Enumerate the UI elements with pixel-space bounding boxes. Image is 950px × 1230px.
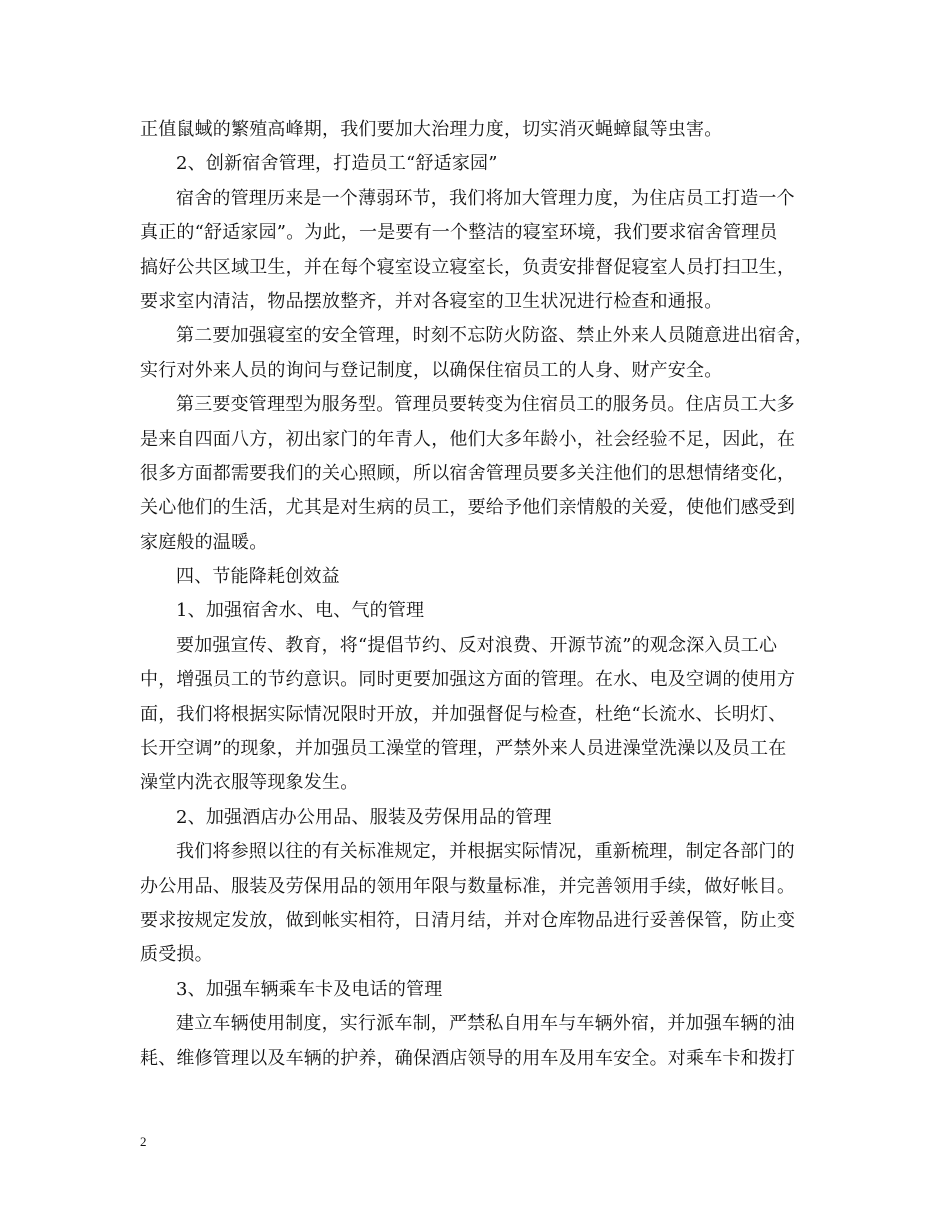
document-body: [140, 113, 820, 1076]
text-line: 3、加强车辆乘车卡及电话的管理: [176, 978, 443, 1000]
text-line: 澡堂内洗衣服等现象发生。: [140, 772, 359, 794]
text-line: 长开空调”的现象，并加强员工澡堂的管理，严禁外来人员进澡堂洗澡以及员工在: [140, 738, 787, 760]
text-line: 关心他们的生活，尤其是对生病的员工，要给予他们亲情般的关爱，使他们感受到: [140, 497, 796, 519]
text-line: 正值鼠蜮的繁殖高峰期，我们要加大治理力度，切实消灭蝇蟑鼠等虫害。: [140, 119, 723, 140]
text-line: 办公用品、服装及劳保用品的领用年限与数量标准，并完善领用手续，做好帐目。: [140, 875, 796, 897]
text-line: 面，我们将根据实际情况限时开放，并加强督促与检查，杜绝“长流水、长明灯、: [140, 703, 787, 725]
text-line: 2、创新宿舍管理，打造员工“舒适家园”: [176, 153, 498, 175]
text-line: 2、加强酒店办公用品、服装及劳保用品的管理: [176, 806, 552, 828]
text-line: 搞好公共区域卫生，并在每个寝室设立寝室长，负责安排督促寝室人员打扫卫生，: [140, 256, 796, 278]
text-line: 要求按规定发放，做到帐实相符，日清月结，并对仓库物品进行妥善保管，防止变: [140, 909, 796, 931]
text-line: 要加强宣传、教育，将“提倡节约、反对浪费、开源节流”的观念深入员工心: [176, 634, 778, 656]
text-line: 要求室内清洁，物品摆放整齐，并对各寝室的卫生状况进行检查和通报。: [140, 290, 723, 312]
text-line: 宿舍的管理历来是一个薄弱环节，我们将加大管理力度，为住店员工打造一个: [176, 187, 795, 209]
text-line: 质受损。: [140, 944, 213, 966]
text-line: 家庭般的温暖。: [140, 531, 268, 553]
text-line: 第三要变管理型为服务型。管理员要转变为住宿员工的服务员。住店员工大多: [176, 394, 795, 416]
text-line: 中，增强员工的节约意识。同时更要加强这方面的管理。在水、电及空调的使用方: [140, 669, 796, 691]
page-number: 2: [140, 1134, 147, 1149]
text-line: 我们将参照以往的有关标准规定，并根据实际情况，重新梳理，制定各部门的: [176, 841, 795, 863]
text-line: 四、节能降耗创效益: [176, 566, 340, 588]
text-line: 很多方面都需要我们的关心照顾，所以宿舍管理员要多关注他们的思想情绪变化，: [140, 462, 796, 484]
text-line: 耗、维修管理以及车辆的护养，确保酒店领导的用车及用车安全。对乘车卡和拨打: [140, 1047, 796, 1069]
text-line: 是来自四面八方，初出家门的年青人，他们大多年龄小，社会经验不足，因此，在: [140, 428, 796, 450]
text-line: 第二要加强寝室的安全管理，时刻不忘防火防盗、禁止外来人员随意进出宿舍，: [176, 325, 813, 347]
text-line: 真正的“舒适家园”。为此，一是要有一个整洁的寝室环境，我们要求宿舍管理员: [140, 222, 778, 244]
text-line: 1、加强宿舍水、电、气的管理: [176, 600, 425, 622]
text-line: 建立车辆使用制度，实行派车制，严禁私自用车与车辆外宿，并加强车辆的油: [176, 1013, 795, 1035]
text-line: 实行对外来人员的询问与登记制度，以确保住宿员工的人身、财产安全。: [140, 359, 723, 381]
